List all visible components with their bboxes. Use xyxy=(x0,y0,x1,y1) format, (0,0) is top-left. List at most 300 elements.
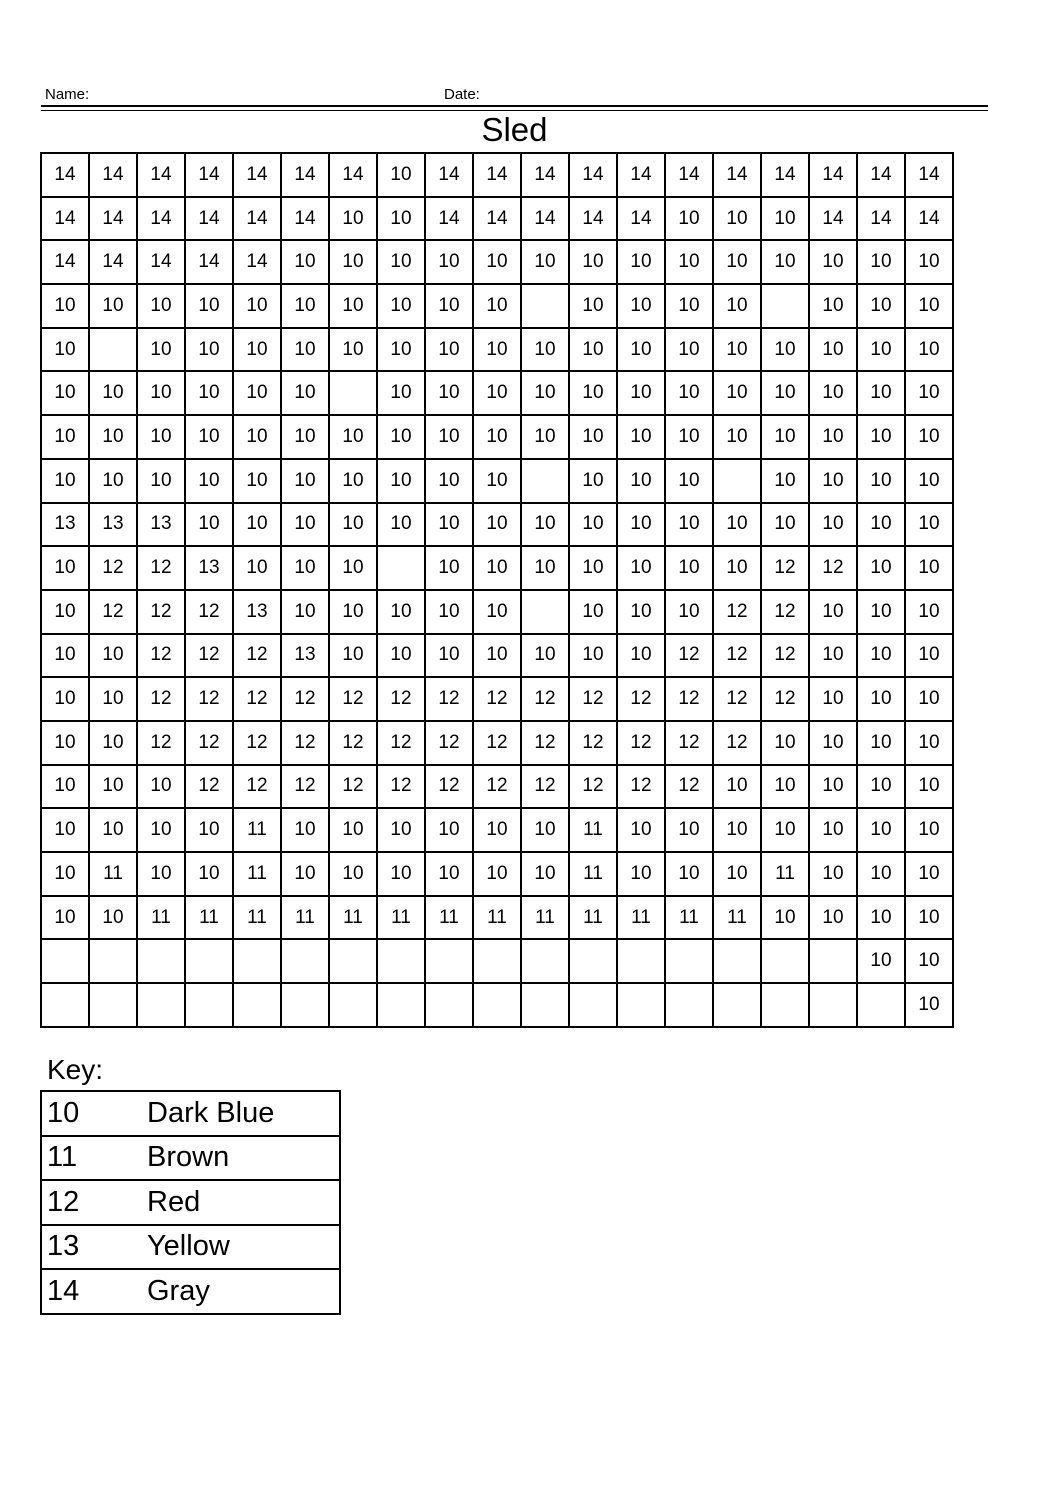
grid-cell: 10 xyxy=(809,284,857,328)
grid-cell: 14 xyxy=(857,153,905,197)
grid-row xyxy=(41,371,953,415)
grid-cell: 10 xyxy=(329,415,377,459)
grid-cell xyxy=(569,983,617,1027)
grid-cell: 12 xyxy=(761,677,809,721)
grid-row xyxy=(41,896,953,940)
grid-cell xyxy=(281,939,329,983)
grid-cell: 12 xyxy=(713,590,761,634)
grid-cell: 12 xyxy=(233,765,281,809)
grid-cell: 14 xyxy=(905,197,953,241)
grid-cell: 14 xyxy=(425,153,473,197)
grid-cell: 10 xyxy=(857,590,905,634)
grid-cell: 10 xyxy=(905,415,953,459)
grid-cell xyxy=(665,983,713,1027)
grid-cell: 10 xyxy=(521,371,569,415)
color-key-table xyxy=(40,1090,341,1315)
grid-cell: 12 xyxy=(425,721,473,765)
grid-cell: 10 xyxy=(713,284,761,328)
worksheet-header xyxy=(41,84,988,106)
grid-cell: 12 xyxy=(761,546,809,590)
grid-cell xyxy=(185,939,233,983)
grid-cell: 10 xyxy=(521,503,569,547)
grid-row xyxy=(41,240,953,284)
grid-cell: 10 xyxy=(905,546,953,590)
grid-cell: 10 xyxy=(713,503,761,547)
grid-cell: 10 xyxy=(713,240,761,284)
grid-cell xyxy=(329,371,377,415)
grid-cell: 12 xyxy=(521,765,569,809)
grid-row xyxy=(41,852,953,896)
grid-cell xyxy=(329,939,377,983)
grid-cell: 10 xyxy=(809,590,857,634)
grid-cell: 10 xyxy=(617,852,665,896)
grid-cell: 10 xyxy=(377,153,425,197)
grid-cell: 11 xyxy=(521,896,569,940)
grid-cell: 14 xyxy=(809,153,857,197)
grid-cell: 10 xyxy=(857,721,905,765)
grid-cell: 10 xyxy=(617,546,665,590)
grid-cell: 10 xyxy=(857,240,905,284)
grid-cell: 10 xyxy=(905,677,953,721)
grid-cell: 10 xyxy=(617,328,665,372)
grid-cell xyxy=(425,939,473,983)
grid-cell: 10 xyxy=(857,284,905,328)
grid-cell: 10 xyxy=(329,328,377,372)
grid-cell: 14 xyxy=(425,197,473,241)
grid-cell: 10 xyxy=(377,590,425,634)
grid-cell: 14 xyxy=(185,153,233,197)
grid-cell: 12 xyxy=(185,677,233,721)
grid-cell: 12 xyxy=(89,546,137,590)
grid-cell: 12 xyxy=(89,590,137,634)
grid-cell: 12 xyxy=(281,721,329,765)
grid-cell: 10 xyxy=(617,284,665,328)
grid-cell: 10 xyxy=(857,765,905,809)
grid-cell: 10 xyxy=(665,284,713,328)
grid-cell: 10 xyxy=(89,677,137,721)
grid-cell: 12 xyxy=(521,721,569,765)
grid-cell: 10 xyxy=(377,634,425,678)
grid-cell: 11 xyxy=(761,852,809,896)
grid-cell xyxy=(521,459,569,503)
key-row xyxy=(41,1180,340,1225)
key-row xyxy=(41,1225,340,1270)
grid-cell: 10 xyxy=(41,459,89,503)
grid-cell: 10 xyxy=(41,634,89,678)
key-color-name: Dark Blue xyxy=(141,1091,340,1136)
grid-cell: 10 xyxy=(521,634,569,678)
grid-cell: 10 xyxy=(233,459,281,503)
grid-cell xyxy=(761,983,809,1027)
grid-cell: 14 xyxy=(473,197,521,241)
grid-cell: 10 xyxy=(377,852,425,896)
grid-cell: 10 xyxy=(473,503,521,547)
grid-cell: 12 xyxy=(137,677,185,721)
grid-cell: 10 xyxy=(713,328,761,372)
grid-cell: 10 xyxy=(137,371,185,415)
grid-cell: 10 xyxy=(809,721,857,765)
grid-cell: 10 xyxy=(665,546,713,590)
grid-cell: 14 xyxy=(137,153,185,197)
grid-cell: 10 xyxy=(857,415,905,459)
grid-cell: 10 xyxy=(281,546,329,590)
grid-cell: 10 xyxy=(905,590,953,634)
grid-cell: 10 xyxy=(425,590,473,634)
grid-cell: 14 xyxy=(617,197,665,241)
grid-cell: 10 xyxy=(233,503,281,547)
grid-row xyxy=(41,197,953,241)
grid-cell xyxy=(281,983,329,1027)
grid-cell: 11 xyxy=(281,896,329,940)
grid-cell: 10 xyxy=(233,284,281,328)
grid-cell: 12 xyxy=(569,765,617,809)
grid-cell: 12 xyxy=(329,721,377,765)
grid-cell: 10 xyxy=(41,852,89,896)
grid-cell: 10 xyxy=(521,328,569,372)
grid-cell xyxy=(233,939,281,983)
key-number: 13 xyxy=(41,1225,141,1270)
grid-cell: 10 xyxy=(569,634,617,678)
grid-cell: 10 xyxy=(665,240,713,284)
grid-cell: 13 xyxy=(281,634,329,678)
grid-cell: 12 xyxy=(473,677,521,721)
grid-cell: 10 xyxy=(665,808,713,852)
grid-cell: 10 xyxy=(521,852,569,896)
grid-cell: 10 xyxy=(569,284,617,328)
grid-cell: 10 xyxy=(41,765,89,809)
grid-row xyxy=(41,590,953,634)
grid-cell: 14 xyxy=(665,153,713,197)
grid-cell: 10 xyxy=(905,983,953,1027)
grid-cell: 10 xyxy=(329,459,377,503)
grid-cell: 10 xyxy=(329,546,377,590)
grid-cell: 10 xyxy=(41,284,89,328)
grid-cell: 10 xyxy=(809,459,857,503)
grid-cell: 10 xyxy=(905,328,953,372)
grid-row xyxy=(41,284,953,328)
grid-row xyxy=(41,459,953,503)
key-number: 10 xyxy=(41,1091,141,1136)
grid-cell: 10 xyxy=(41,896,89,940)
grid-cell: 11 xyxy=(185,896,233,940)
grid-cell: 12 xyxy=(665,677,713,721)
key-row xyxy=(41,1136,340,1181)
grid-cell: 10 xyxy=(425,415,473,459)
grid-cell: 12 xyxy=(137,634,185,678)
key-color-name: Yellow xyxy=(141,1225,340,1270)
grid-cell: 12 xyxy=(425,765,473,809)
grid-cell: 14 xyxy=(233,197,281,241)
grid-cell: 10 xyxy=(425,284,473,328)
grid-cell: 10 xyxy=(329,284,377,328)
grid-cell: 10 xyxy=(857,852,905,896)
grid-cell: 10 xyxy=(233,415,281,459)
grid-cell: 10 xyxy=(281,371,329,415)
grid-row xyxy=(41,546,953,590)
grid-cell: 10 xyxy=(809,634,857,678)
grid-cell: 11 xyxy=(425,896,473,940)
grid-cell: 14 xyxy=(185,240,233,284)
grid-cell: 10 xyxy=(905,896,953,940)
grid-cell: 10 xyxy=(665,590,713,634)
grid-cell: 10 xyxy=(41,328,89,372)
grid-cell: 12 xyxy=(665,634,713,678)
grid-cell: 14 xyxy=(473,153,521,197)
grid-cell: 13 xyxy=(137,503,185,547)
grid-row xyxy=(41,153,953,197)
grid-cell: 12 xyxy=(569,677,617,721)
grid-cell: 12 xyxy=(713,721,761,765)
grid-cell: 10 xyxy=(473,328,521,372)
grid-cell: 10 xyxy=(137,284,185,328)
grid-cell: 10 xyxy=(761,197,809,241)
grid-cell xyxy=(473,983,521,1027)
grid-cell: 13 xyxy=(185,546,233,590)
grid-cell: 10 xyxy=(281,328,329,372)
grid-cell: 10 xyxy=(761,765,809,809)
grid-cell: 10 xyxy=(761,240,809,284)
grid-cell xyxy=(617,983,665,1027)
grid-cell: 14 xyxy=(41,197,89,241)
grid-cell xyxy=(377,939,425,983)
grid-cell: 10 xyxy=(425,634,473,678)
grid-cell: 12 xyxy=(281,765,329,809)
grid-cell: 10 xyxy=(41,371,89,415)
grid-cell: 10 xyxy=(281,415,329,459)
grid-cell: 13 xyxy=(89,503,137,547)
grid-cell: 10 xyxy=(329,197,377,241)
grid-cell: 10 xyxy=(89,415,137,459)
key-title: Key: xyxy=(47,1054,104,1085)
grid-cell: 12 xyxy=(473,721,521,765)
grid-cell: 13 xyxy=(41,503,89,547)
grid-cell xyxy=(137,983,185,1027)
grid-cell xyxy=(377,983,425,1027)
grid-cell: 10 xyxy=(905,503,953,547)
grid-cell: 10 xyxy=(41,721,89,765)
grid-cell xyxy=(521,983,569,1027)
grid-cell: 10 xyxy=(89,371,137,415)
grid-cell: 10 xyxy=(617,590,665,634)
grid-cell: 12 xyxy=(329,765,377,809)
grid-cell: 10 xyxy=(665,852,713,896)
grid-cell: 10 xyxy=(233,546,281,590)
grid-cell: 12 xyxy=(761,634,809,678)
grid-cell xyxy=(377,546,425,590)
grid-cell: 10 xyxy=(425,503,473,547)
grid-cell xyxy=(41,983,89,1027)
grid-cell: 10 xyxy=(89,765,137,809)
grid-cell: 10 xyxy=(761,503,809,547)
grid-cell: 12 xyxy=(233,721,281,765)
grid-cell: 10 xyxy=(905,371,953,415)
grid-cell: 10 xyxy=(329,808,377,852)
grid-cell: 10 xyxy=(809,503,857,547)
grid-cell xyxy=(473,939,521,983)
grid-cell: 12 xyxy=(617,677,665,721)
grid-cell: 10 xyxy=(905,459,953,503)
grid-cell: 10 xyxy=(137,459,185,503)
grid-cell: 10 xyxy=(665,328,713,372)
grid-cell: 10 xyxy=(473,634,521,678)
grid-cell: 12 xyxy=(137,721,185,765)
grid-cell: 10 xyxy=(185,852,233,896)
grid-cell: 10 xyxy=(617,459,665,503)
key-color-name: Gray xyxy=(141,1269,340,1314)
grid-cell: 14 xyxy=(713,153,761,197)
grid-cell: 10 xyxy=(185,808,233,852)
grid-row xyxy=(41,765,953,809)
grid-cell xyxy=(569,939,617,983)
grid-cell: 14 xyxy=(569,197,617,241)
grid-cell: 10 xyxy=(377,503,425,547)
grid-cell: 11 xyxy=(617,896,665,940)
grid-row xyxy=(41,808,953,852)
grid-cell: 10 xyxy=(857,503,905,547)
grid-cell xyxy=(521,939,569,983)
grid-cell: 10 xyxy=(137,852,185,896)
grid-cell: 10 xyxy=(761,808,809,852)
grid-cell: 10 xyxy=(665,415,713,459)
grid-cell: 14 xyxy=(89,240,137,284)
grid-cell: 10 xyxy=(185,284,233,328)
grid-cell: 10 xyxy=(377,415,425,459)
grid-cell: 10 xyxy=(473,546,521,590)
grid-cell: 10 xyxy=(857,896,905,940)
key-number: 12 xyxy=(41,1180,141,1225)
grid-cell: 10 xyxy=(185,459,233,503)
grid-cell: 14 xyxy=(41,153,89,197)
grid-cell: 10 xyxy=(89,459,137,503)
grid-cell: 11 xyxy=(89,852,137,896)
grid-cell xyxy=(761,939,809,983)
grid-cell: 10 xyxy=(41,546,89,590)
grid-cell: 10 xyxy=(473,459,521,503)
grid-cell: 12 xyxy=(617,765,665,809)
grid-cell: 10 xyxy=(857,459,905,503)
key-number: 14 xyxy=(41,1269,141,1314)
grid-cell: 14 xyxy=(233,153,281,197)
grid-cell: 10 xyxy=(377,284,425,328)
grid-cell: 12 xyxy=(281,677,329,721)
grid-cell: 10 xyxy=(713,852,761,896)
grid-cell: 10 xyxy=(809,896,857,940)
key-color-name: Red xyxy=(141,1180,340,1225)
grid-cell: 10 xyxy=(713,371,761,415)
grid-cell: 10 xyxy=(761,896,809,940)
grid-cell: 10 xyxy=(329,503,377,547)
grid-cell: 10 xyxy=(713,546,761,590)
grid-row xyxy=(41,415,953,459)
grid-cell: 11 xyxy=(329,896,377,940)
grid-cell: 10 xyxy=(41,415,89,459)
grid-cell: 10 xyxy=(329,634,377,678)
grid-cell: 10 xyxy=(857,677,905,721)
grid-cell: 10 xyxy=(905,808,953,852)
grid-cell: 10 xyxy=(425,240,473,284)
grid-cell: 10 xyxy=(281,808,329,852)
grid-cell: 10 xyxy=(713,415,761,459)
grid-cell: 10 xyxy=(665,503,713,547)
grid-cell: 10 xyxy=(857,808,905,852)
grid-cell: 10 xyxy=(89,634,137,678)
grid-cell: 11 xyxy=(569,852,617,896)
grid-cell xyxy=(809,939,857,983)
grid-cell: 12 xyxy=(185,721,233,765)
grid-cell: 10 xyxy=(809,852,857,896)
grid-cell xyxy=(521,284,569,328)
grid-cell: 14 xyxy=(89,197,137,241)
grid-cell: 10 xyxy=(377,197,425,241)
grid-cell: 10 xyxy=(809,240,857,284)
grid-cell: 10 xyxy=(377,328,425,372)
grid-cell: 13 xyxy=(233,590,281,634)
grid-cell: 14 xyxy=(905,153,953,197)
grid-cell: 10 xyxy=(137,328,185,372)
color-by-number-grid xyxy=(40,152,954,1028)
grid-cell: 10 xyxy=(809,677,857,721)
grid-cell: 10 xyxy=(617,371,665,415)
grid-cell: 10 xyxy=(569,415,617,459)
grid-cell: 10 xyxy=(569,371,617,415)
grid-cell: 14 xyxy=(857,197,905,241)
grid-cell: 10 xyxy=(857,328,905,372)
grid-cell: 12 xyxy=(185,590,233,634)
grid-cell: 10 xyxy=(41,808,89,852)
grid-cell: 11 xyxy=(233,896,281,940)
grid-cell: 14 xyxy=(89,153,137,197)
grid-cell: 10 xyxy=(425,459,473,503)
grid-cell: 10 xyxy=(41,590,89,634)
grid-cell: 10 xyxy=(857,634,905,678)
grid-cell: 10 xyxy=(617,634,665,678)
grid-cell: 10 xyxy=(665,459,713,503)
grid-cell: 10 xyxy=(281,284,329,328)
key-number: 11 xyxy=(41,1136,141,1181)
grid-cell xyxy=(425,983,473,1027)
grid-cell: 10 xyxy=(473,371,521,415)
grid-cell: 12 xyxy=(713,677,761,721)
grid-cell: 10 xyxy=(329,852,377,896)
grid-row xyxy=(41,328,953,372)
grid-cell xyxy=(185,983,233,1027)
grid-cell: 11 xyxy=(569,896,617,940)
date-label: Date: xyxy=(444,86,480,103)
grid-cell: 14 xyxy=(41,240,89,284)
grid-cell: 10 xyxy=(521,546,569,590)
grid-cell: 10 xyxy=(473,240,521,284)
grid-cell xyxy=(857,983,905,1027)
grid-cell: 12 xyxy=(521,677,569,721)
grid-cell: 12 xyxy=(377,765,425,809)
grid-cell xyxy=(233,983,281,1027)
grid-cell: 10 xyxy=(89,284,137,328)
grid-cell: 10 xyxy=(857,546,905,590)
grid-cell: 10 xyxy=(185,503,233,547)
grid-cell: 14 xyxy=(329,153,377,197)
name-label: Name: xyxy=(45,86,90,103)
grid-cell: 10 xyxy=(905,240,953,284)
grid-cell: 10 xyxy=(185,371,233,415)
grid-row xyxy=(41,939,953,983)
grid-cell: 10 xyxy=(281,240,329,284)
grid-cell: 11 xyxy=(233,852,281,896)
grid-cell: 10 xyxy=(905,284,953,328)
grid-cell: 10 xyxy=(857,939,905,983)
grid-cell: 11 xyxy=(665,896,713,940)
grid-cell: 10 xyxy=(89,808,137,852)
grid-cell: 10 xyxy=(473,415,521,459)
